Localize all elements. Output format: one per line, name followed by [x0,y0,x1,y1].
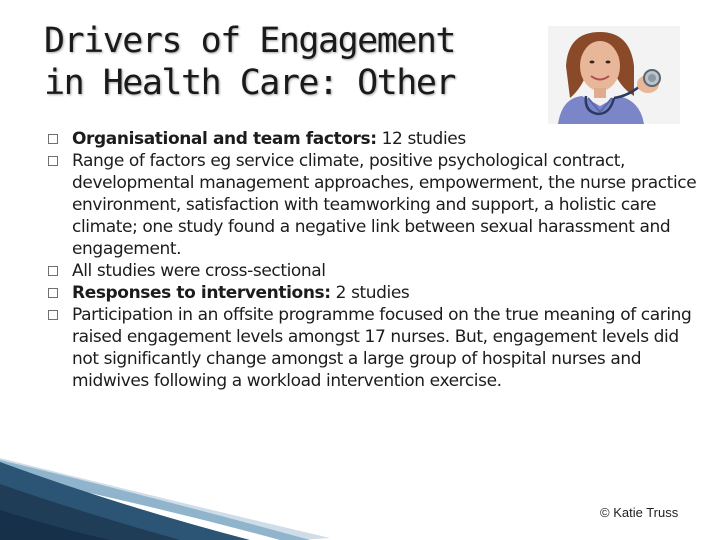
bullet-text: Range of factors eg service climate, positive psychological contract, developmental management approaches, empowerment, the nurse practice environment, satisfaction with teamworking and support, a holistic care climate; one study found a negative link between sexual harassment and engagement. [72,151,697,259]
slide-title-line-2: in Health Care: Other [44,63,456,103]
bullet-text: 2 studies [330,283,410,303]
list-item [48,304,698,392]
square-bullet-icon [48,134,58,144]
bullet-text: Participation in an offsite programme focused on the true meaning of caring raised engagement levels amongst 17 nurses. But, engagement levels did not significantly change amongst a large group of hospital nurses and midwives following a workload intervention exercise. [72,305,692,391]
nurse-photo [548,26,680,124]
list-item [48,260,698,282]
bullet-bold-text: Organisational and team factors: [72,129,377,149]
bullet-text: All studies were cross-sectional [72,261,326,281]
square-bullet-icon [48,266,58,276]
square-bullet-icon [48,156,58,166]
slide-title-line-1: Drivers of Engagement [44,21,456,61]
nurse-with-stethoscope-icon [548,26,680,124]
bullet-bold-text: Responses to interventions: [72,283,331,303]
square-bullet-icon [48,310,58,320]
list-item [48,282,698,304]
square-bullet-icon [48,288,58,298]
list-item [48,128,698,150]
bottom-swoosh-decoration [0,440,720,540]
list-item [48,150,698,260]
bullet-text: 12 studies [376,129,466,149]
bullet-list [48,128,698,392]
copyright-text: © Katie Truss [600,505,679,520]
slide-title [44,20,514,104]
